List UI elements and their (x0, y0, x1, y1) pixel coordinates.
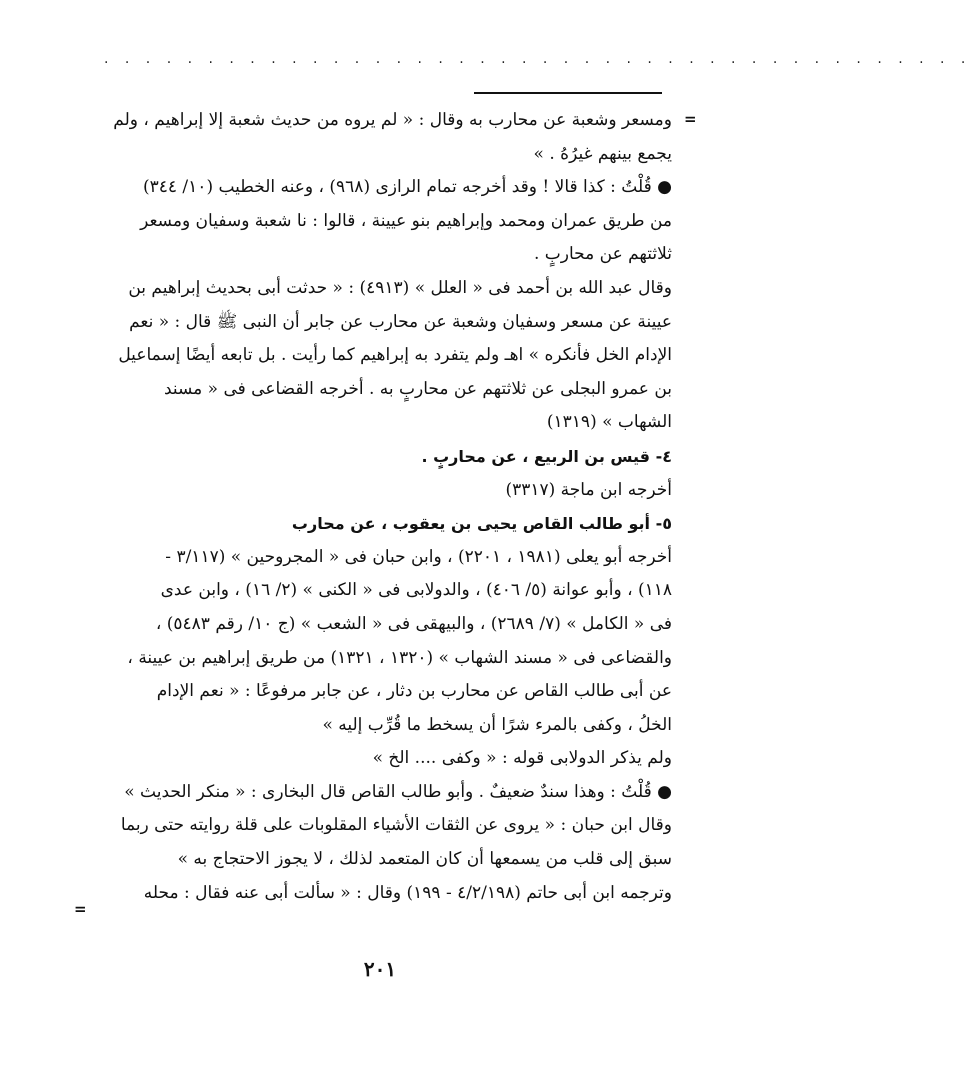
text-line: من طريق عمران ومحمد وإبراهيم بنو عيينة ، قالوا : نا شعبة وسفيان ومسعر (140, 210, 672, 231)
text-line: بن عمرو البجلى عن ثلاثتهم عن محاربٍ به . أخرجه القضاعى فى « مسند (163, 378, 672, 399)
page-number: ٢٠١ (363, 957, 397, 981)
text-line: عيينة عن مسعر وسفيان وشعبة عن محارب عن جابر أن النبى ﷺ قال : « نعم (129, 311, 672, 332)
section-heading: ٥- أبو طالب القاص يحيى بن يعقوب ، عن محارب (291, 514, 672, 534)
text-line: ولم يذكر الدولابى قوله : « وكفى .... الخ » (372, 748, 672, 769)
text-line: الإدام الخل فأنكره » اهـ ولم يتفرد به إبراهيم كما رأيت . بل تابعه أيضًا إسماعيل (118, 345, 672, 366)
text-line: ١١٨) ، وأبو عوانة (٥/ ٤٠٦) ، والدولابى فى « الكنى » (٢/ ١٦) ، وابن عدى (160, 580, 672, 601)
text-line: وقال ابن حبان : « يروى عن الثقات الأشياء المقلوبات على قلة روايته حتى ربما (120, 815, 672, 836)
margin-mark-top: = (684, 110, 697, 128)
text-line: يجمع بينهم غيرُهُ . » (533, 143, 672, 164)
header-rule (474, 92, 662, 94)
page-body (96, 104, 672, 910)
text-line: عن أبى طالب القاص عن محارب بن دثار ، عن جابر مرفوعًا : « نعم الإدام (156, 681, 672, 702)
section-heading: ٤- قيس بن الربيع ، عن محاربٍ . (421, 446, 672, 466)
text-line: وقال عبد الله بن أحمد فى « العلل » (٤٩١٣) : « حدثت أبى بحديث إبراهيم بن (128, 277, 672, 298)
margin-mark-bottom: = (74, 900, 87, 918)
text-line: ● قُلْتُ : وهذا سندٌ ضعيفٌ . وأبو طالب القاص قال البخارى : « منكر الحديث » (124, 781, 672, 802)
text-line: والقضاعى فى « مسند الشهاب » (١٣٢٠ ، ١٣٢١) من طريق إبراهيم بن عيينة ، (127, 647, 672, 668)
text-line: سبق إلى قلب من يسمعها أن كان المتعمد لذلك ، لا يجوز الاحتجاج به » (177, 849, 672, 870)
text-line: أخرجه ابن ماجة (٣٣١٧) (505, 479, 672, 500)
text-line: ثلاثتهم عن محاربٍ . (533, 244, 672, 265)
text-line: فى « الكامل » (٧/ ٢٦٨٩) ، والبيهقى فى « الشعب » (ج ١٠/ رقم ٥٤٨٣) ، (155, 613, 672, 634)
text-line: وترجمه ابن أبى حاتم (٤/٢/١٩٨ - ١٩٩) وقال : « سألت أبى عنه فقال : محله (143, 882, 672, 903)
text-line: ● قُلْتُ : كذا قالا ! وقد أخرجه تمام الرازى (٩٦٨) ، وعنه الخطيب (١٠/ ٣٤٤) (142, 177, 672, 198)
text-line: الخلُ ، وكفى بالمرء شرًا أن يسخط ما قُرِّب إليه » (322, 714, 672, 735)
text-line: أخرجه أبو يعلى (١٩٨١ ، ٢٢٠١) ، وابن حبان فى « المجروحين » (٣/١١٧ - (165, 546, 672, 567)
text-line: الشهاب » (١٣١٩) (546, 412, 672, 433)
text-line: ومسعر وشعبة عن محارب به وقال : « لم يروه من حديث شعبة إلا إبراهيم ، ولم (113, 110, 672, 130)
dotted-header-rule: . . . . . . . . . . . . . . . . . . . . . . . . . . . . . . . . . . . . . . . . . . (104, 51, 971, 67)
